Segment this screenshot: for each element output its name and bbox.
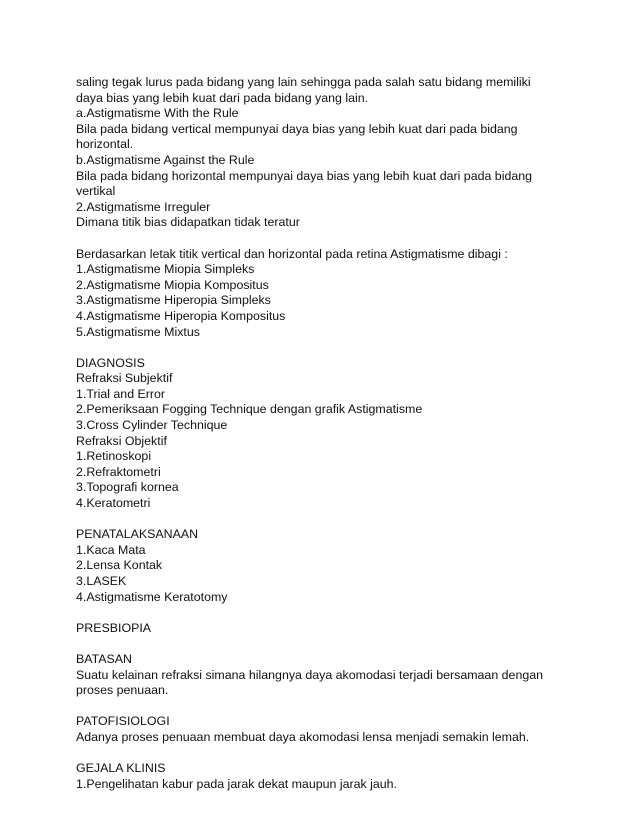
text-line: Dimana titik bias didapatkan tidak teratur — [76, 215, 300, 230]
text-line: vertikal — [76, 184, 116, 199]
batasan-block — [76, 652, 576, 699]
document-body — [76, 75, 576, 792]
penatalaksanaan-block — [76, 527, 576, 605]
paragraph-gap — [76, 636, 576, 652]
text-line: Refraksi Objektif — [76, 433, 167, 448]
text-line: Bila pada bidang horizontal mempunyai daya bias yang lebih kuat dari pada bidang — [76, 168, 533, 183]
text-line: 2.Astigmatisme Miopia Kompositus — [76, 277, 269, 292]
text-line: Berdasarkan letak titik vertical dan horizontal pada retina Astigmatisme dibagi : — [76, 246, 508, 261]
text-line: 1.Retinoskopi — [76, 449, 152, 464]
paragraph-gap — [76, 340, 576, 356]
astigmatism-types-block — [76, 75, 576, 231]
text-line: 1.Astigmatisme Miopia Simpleks — [76, 262, 255, 277]
patofisiologi-block — [76, 714, 576, 745]
paragraph-gap — [76, 699, 576, 715]
text-line: horizontal. — [76, 137, 134, 152]
text-line: Adanya proses penuaan membuat daya akomodasi lensa menjadi semakin lemah. — [76, 729, 530, 744]
text-line: 1.Pengelihatan kabur pada jarak dekat maupun jarak jauh. — [76, 776, 398, 791]
text-line: 5.Astigmatisme Mixtus — [76, 324, 200, 339]
text-line: PATOFISIOLOGI — [76, 714, 170, 729]
paragraph-gap — [76, 605, 576, 621]
presbiopia-heading-block — [76, 621, 576, 637]
text-line: daya bias yang lebih kuat dari pada bidang yang lain. — [76, 90, 369, 105]
text-line: 3.Topografi kornea — [76, 480, 179, 495]
text-line: Suatu kelainan refraksi simana hilangnya daya akomodasi terjadi bersamaan dengan — [76, 667, 544, 682]
text-line: 4.Keratometri — [76, 496, 151, 511]
text-line: Refraksi Subjektif — [76, 371, 173, 386]
text-line: 1.Trial and Error — [76, 386, 166, 401]
gejala-klinis-block — [76, 761, 576, 792]
text-line: 1.Kaca Mata — [76, 542, 146, 557]
text-line: DIAGNOSIS — [76, 355, 145, 370]
text-line: 2.Lensa Kontak — [76, 558, 163, 573]
text-line: BATASAN — [76, 651, 132, 666]
text-line: 3.Astigmatisme Hiperopia Simpleks — [76, 293, 271, 308]
paragraph-gap — [76, 746, 576, 762]
text-line: saling tegak lurus pada bidang yang lain sehingga pada salah satu bidang memiliki — [76, 75, 531, 89]
text-line: 2.Pemeriksaan Fogging Technique dengan grafik Astigmatisme — [76, 402, 423, 417]
text-line: a.Astigmatisme With the Rule — [76, 106, 239, 121]
text-line: PENATALAKSANAAN — [76, 527, 199, 542]
text-line: 2.Refraktometri — [76, 464, 161, 479]
paragraph-gap — [76, 231, 576, 247]
text-line: PRESBIOPIA — [76, 620, 152, 635]
text-line: 3.Cross Cylinder Technique — [76, 418, 228, 433]
paragraph-gap — [76, 512, 576, 528]
text-line: 4.Astigmatisme Hiperopia Kompositus — [76, 308, 286, 323]
text-line: 3.LASEK — [76, 574, 127, 588]
text-line: proses penuaan. — [76, 683, 169, 698]
text-line: 4.Astigmatisme Keratotomy — [76, 589, 228, 604]
text-line: Bila pada bidang vertical mempunyai daya bias yang lebih kuat dari pada bidang — [76, 121, 518, 136]
text-line: b.Astigmatisme Against the Rule — [76, 152, 255, 167]
text-line: 2.Astigmatisme Irreguler — [76, 199, 211, 214]
text-line: GEJALA KLINIS — [76, 761, 166, 776]
retina-classification-block — [76, 247, 576, 341]
diagnosis-block — [76, 356, 576, 512]
